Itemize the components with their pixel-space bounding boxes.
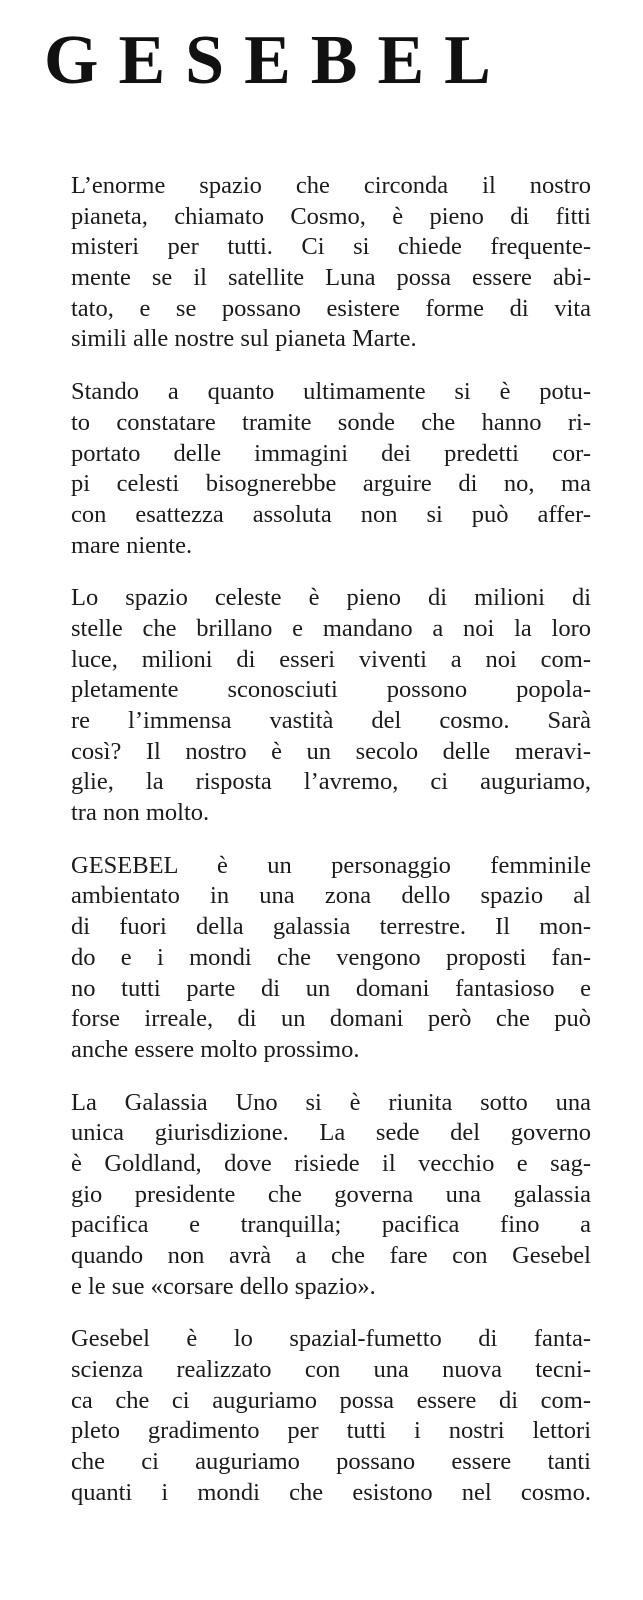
text-line: pianeta, chiamato Cosmo, è pieno di fitti <box>71 202 591 230</box>
text-line: pletamente sconosciuti possono popola- <box>71 676 591 704</box>
text-line: L’enorme spazio che circonda il nostro <box>71 172 591 199</box>
text-line: Gesebel è lo spazial-fumetto di fanta- <box>71 1325 591 1353</box>
text-line: unica giurisdizione. La sede del governo <box>71 1119 591 1147</box>
paragraph-4 <box>71 851 591 1066</box>
text-line: pi celesti bisognerebbe arguire di no, ma <box>71 470 591 498</box>
text-line: no tutti parte di un domani fantasioso e <box>71 974 591 1002</box>
paragraph-5 <box>71 1088 591 1303</box>
text-line: tra non molto. <box>71 799 210 827</box>
paragraph-6 <box>71 1324 591 1508</box>
text-line: do e i mondi che vengono proposti fan- <box>71 943 591 971</box>
text-line: scienza realizzato con una nuova tecni- <box>71 1356 591 1384</box>
paragraph-2 <box>71 377 591 561</box>
article-body <box>71 171 591 1531</box>
text-line: GESEBEL è un personaggio femminile <box>71 851 591 879</box>
page-title: GESEBEL <box>44 22 511 99</box>
text-line: Lo spazio celeste è pieno di milioni di <box>71 584 591 612</box>
text-line: pacifica e tranquilla; pacifica fino a <box>71 1211 591 1239</box>
text-line: stelle che brillano e mandano a noi la loro <box>71 614 591 642</box>
text-line: quanti i mondi che esistono nel cosmo. <box>71 1478 591 1506</box>
text-line: La Galassia Uno si è riunita sotto una <box>71 1088 591 1116</box>
text-line: misteri per tutti. Ci si chiede frequente- <box>71 233 591 261</box>
text-line: è Goldland, dove risiede il vecchio e sag- <box>71 1149 591 1177</box>
text-line: luce, milioni di esseri viventi a noi com- <box>71 645 591 673</box>
text-line: simili alle nostre sul pianeta Marte. <box>71 325 417 353</box>
text-line: mare niente. <box>71 531 193 559</box>
text-line: forse irreale, di un domani però che può <box>71 1005 591 1033</box>
text-line: anche essere molto prossimo. <box>71 1035 360 1063</box>
text-line: Stando a quanto ultimamente si è potu- <box>71 378 591 406</box>
text-line: quando non avrà a che fare con Gesebel <box>71 1242 591 1269</box>
text-line: e le sue «corsare dello spazio». <box>71 1272 376 1300</box>
text-line: con esattezza assoluta non si può affer- <box>71 500 591 528</box>
text-line: glie, la risposta l’avremo, ci auguriamo, <box>71 768 591 796</box>
text-line: gio presidente che governa una galassia <box>71 1180 591 1208</box>
paragraph-1 <box>71 171 591 355</box>
text-line: tato, e se possano esistere forme di vita <box>71 294 591 322</box>
text-line: to constatare tramite sonde che hanno ri- <box>71 408 591 436</box>
text-line: mente se il satellite Luna possa essere abi- <box>71 264 591 292</box>
text-line: portato delle immagini dei predetti cor- <box>71 439 591 467</box>
text-line: di fuori della galassia terrestre. Il mon- <box>71 913 591 941</box>
text-line: pleto gradimento per tutti i nostri lettori <box>71 1417 591 1445</box>
text-line: che ci auguriamo possano essere tanti <box>71 1448 591 1476</box>
text-line: re l’immensa vastità del cosmo. Sarà <box>71 707 591 734</box>
paragraph-3 <box>71 583 591 829</box>
text-line: ambientato in una zona dello spazio al <box>71 882 591 910</box>
text-line: così? Il nostro è un secolo delle meravi- <box>71 737 591 765</box>
text-line: ca che ci auguriamo possa essere di com- <box>71 1386 591 1414</box>
